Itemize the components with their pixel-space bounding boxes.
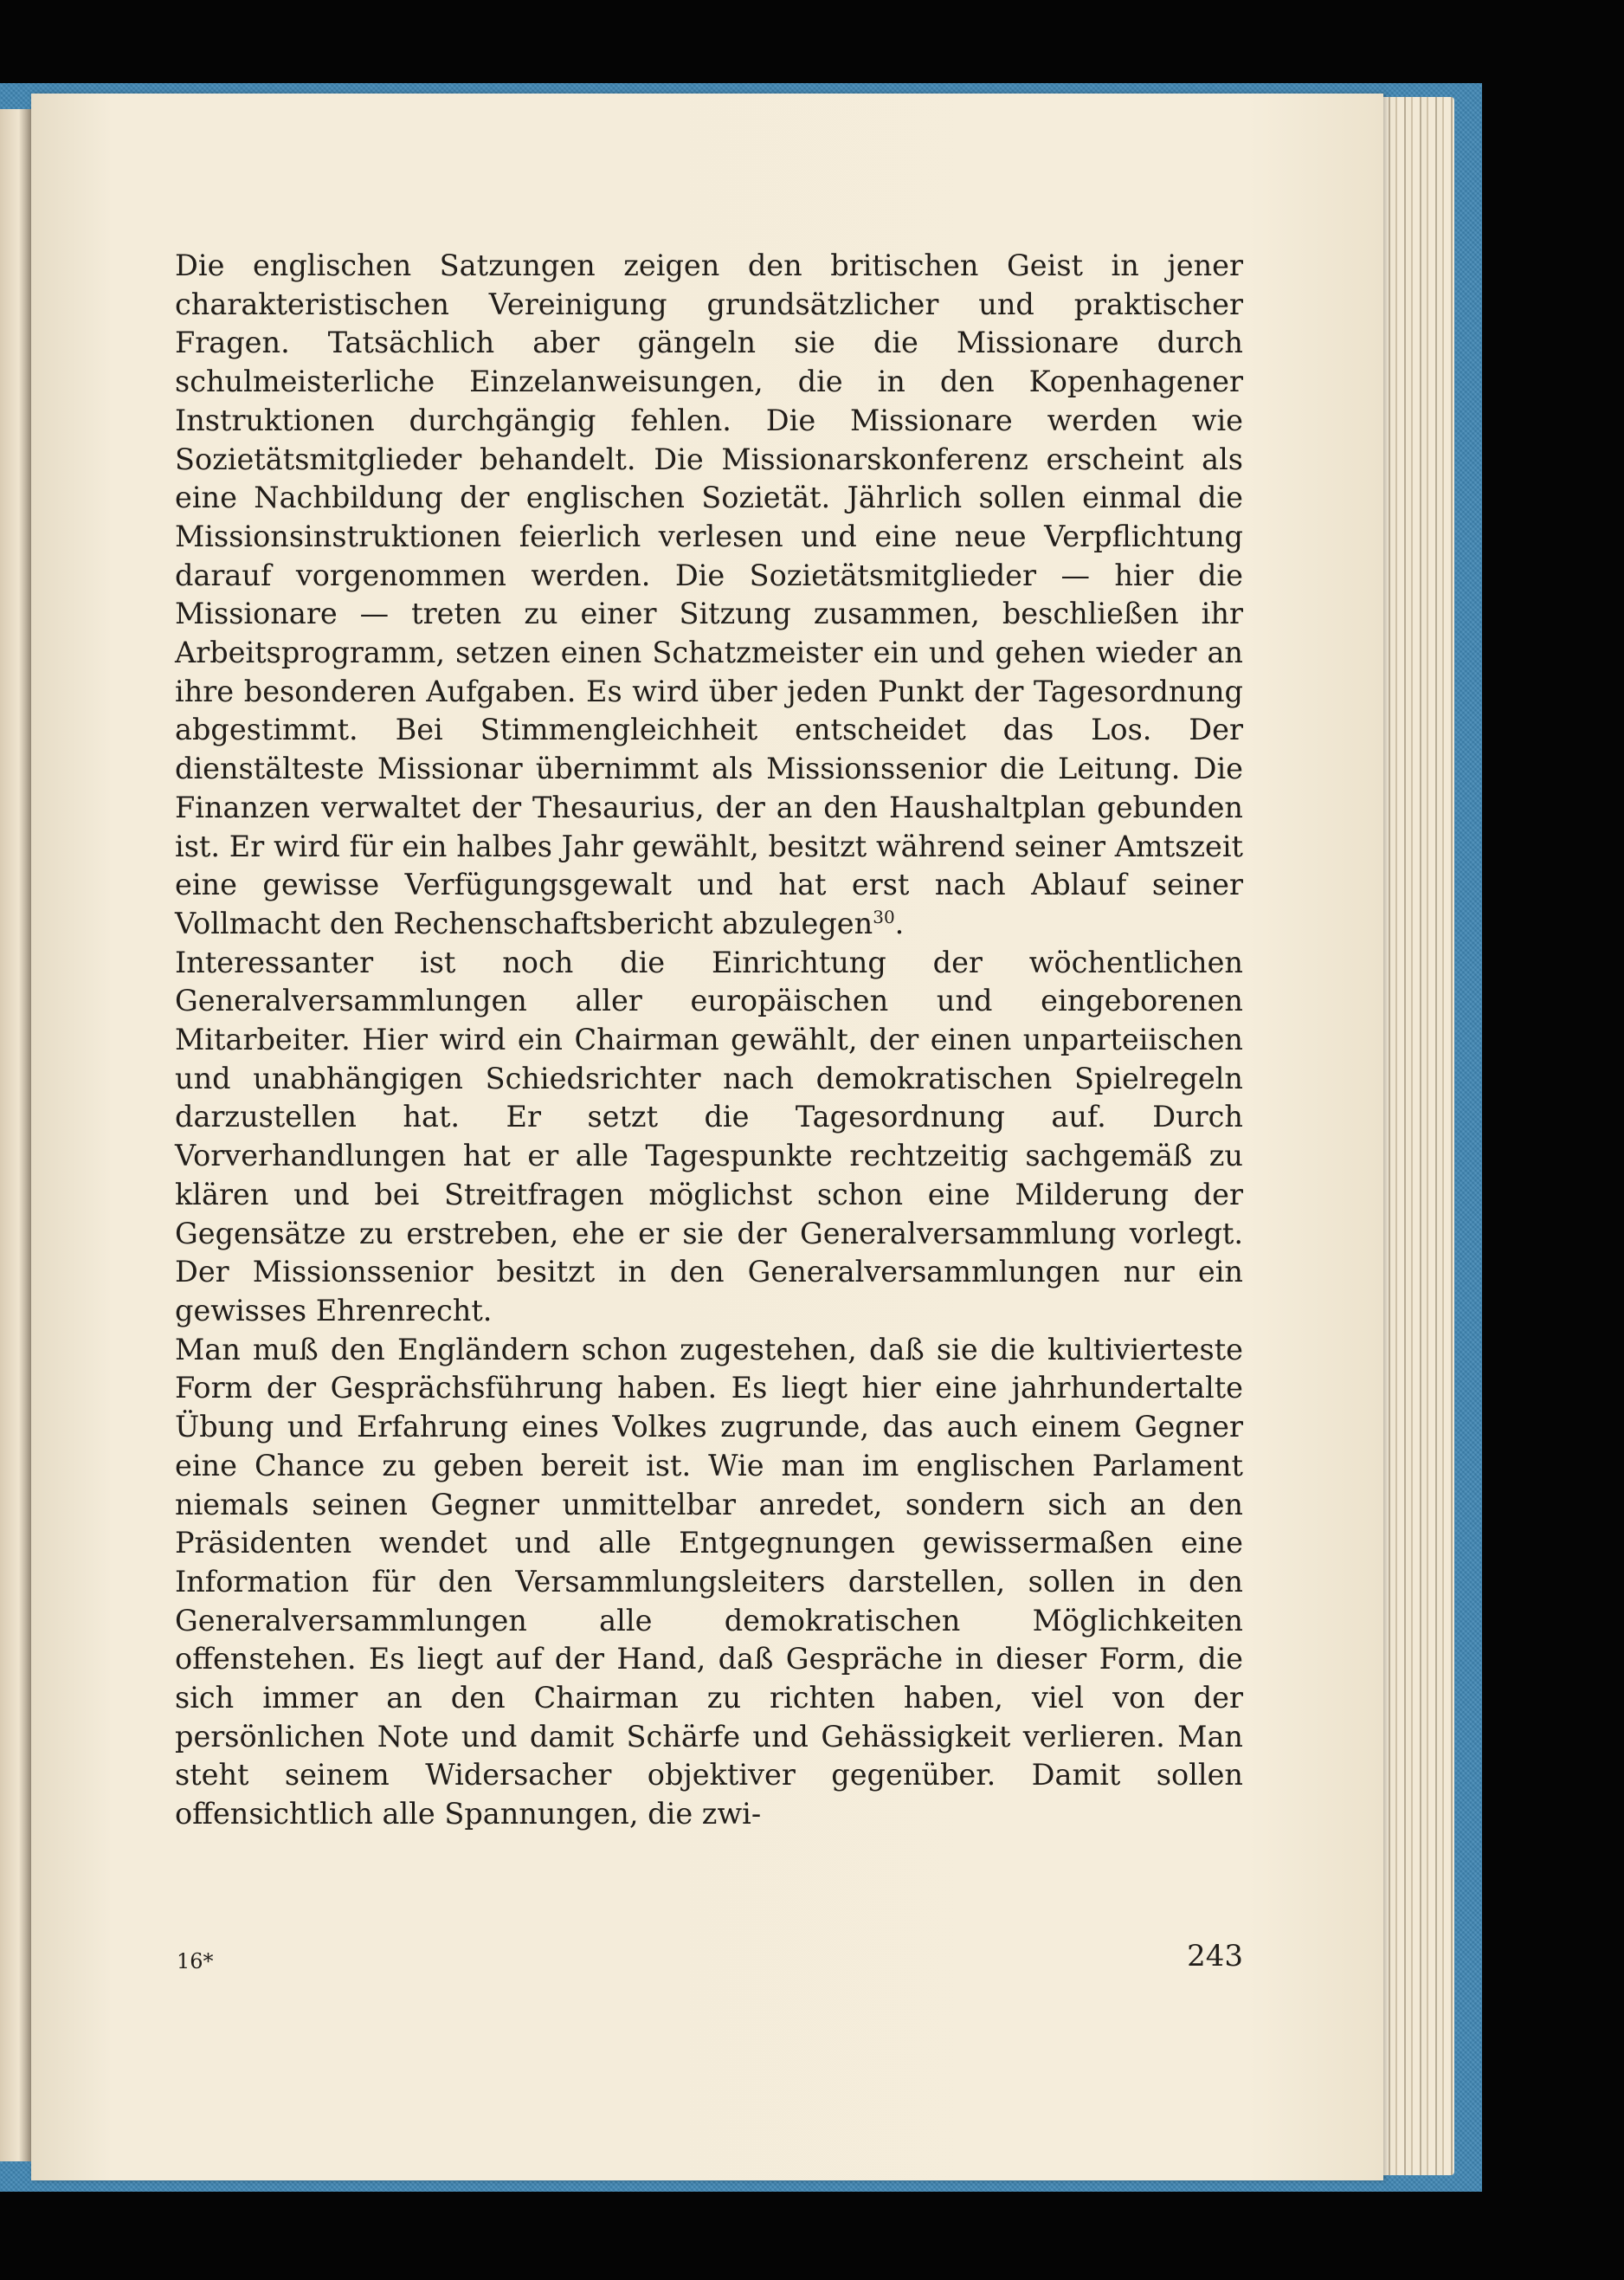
paragraph-1-text: Die englischen Satzungen zeigen den britischen Geist in jener charakteristischen Vereinigung grundsätzlicher und praktischer Fragen. Tatsächlich aber gängeln sie die Missionare durch schulmeisterliche Einzelanweisungen, die in den Kopenhagener Instruktionen durchgängig fehlen. Die Missionare werden wie Sozietätsmitglieder behandelt. Die Missionarskonferenz erscheint als eine Nachbildung der englischen Sozietät. Jährlich sollen einmal die Missionsinstruktionen feierlich verlesen und eine neue Verpflichtung darauf vorgenommen werden. Die Sozietätsmitglieder — hier die Missionare — treten zu einer Sitzung zusammen, beschließen ihr Arbeitsprogramm, setzen einen Schatzmeister ein und gehen wieder an ihre besonderen Aufgaben. Es wird über jeden Punkt der Tagesordnung abgestimmt. Bei Stimmengleichheit entscheidet das Los. Der dienstälteste Missionar übernimmt als Missionssenior die Leitung. Die Finanzen verwaltet der Thesaurius, der an den Haushaltplan gebunden ist. Er wird für ein halbes Jahr gewählt, besitzt während seiner Amtszeit eine gewisse Verfügungsgewalt und hat erst nach Ablauf seiner Vollmacht den Rechenschaftsbericht abzulegen [175, 249, 1243, 940]
left-facing-page-edge [0, 109, 31, 2161]
book-page [31, 94, 1383, 2180]
paragraph-1-tail: . [894, 906, 905, 940]
footnote-reference: 30 [873, 906, 895, 927]
body-text [175, 247, 1243, 1834]
paragraph-3: Man muß den Engländern schon zugestehen, daß sie die kultivierteste Form der Gesprächsführung haben. Es liegt hier eine jahrhundertalte Übung und Erfahrung eines Volkes zugrunde, das auch einem Gegner eine Chance zu geben bereit ist. Wie man im englischen Parlament niemals seinen Gegner unmittelbar anredet, sondern sich an den Präsidenten wendet und alle Entgegnungen gewissermaßen eine Information für den Versammlungsleiters darstellen, sollen in den Generalversammlungen alle demokratischen Möglichkeiten offenstehen. Es liegt auf der Hand, daß Gespräche in dieser Form, die sich immer an den Chairman zu richten haben, viel von der persönlichen Note und damit Schärfe und Gehässigkeit verlieren. Man steht seinem Widersacher objektiver gegenüber. Damit sollen offensichtlich alle Spannungen, die zwi- [175, 1332, 1243, 1831]
paragraph-2: Interessanter ist noch die Einrichtung der wöchentlichen Generalversammlungen aller europäischen und eingeborenen Mitarbeiter. Hier wird ein Chairman gewählt, der einen unparteiischen und unabhängigen Schiedsrichter nach demokratischen Spielregeln darzustellen hat. Er setzt die Tagesordnung auf. Durch Vorverhandlungen hat er alle Tagespunkte rechtzeitig sachgemäß zu klären und bei Streitfragen möglichst schon eine Milderung der Gegensätze zu erstreben, ehe er sie der Generalversammlung vorlegt. Der Missionssenior besitzt in den Generalversammlungen nur ein gewisses Ehrenrecht. [175, 945, 1243, 1327]
signature-mark: 16* [177, 1949, 214, 1973]
paragraph-1 [175, 247, 1243, 944]
page-number: 243 [1187, 1939, 1243, 1973]
